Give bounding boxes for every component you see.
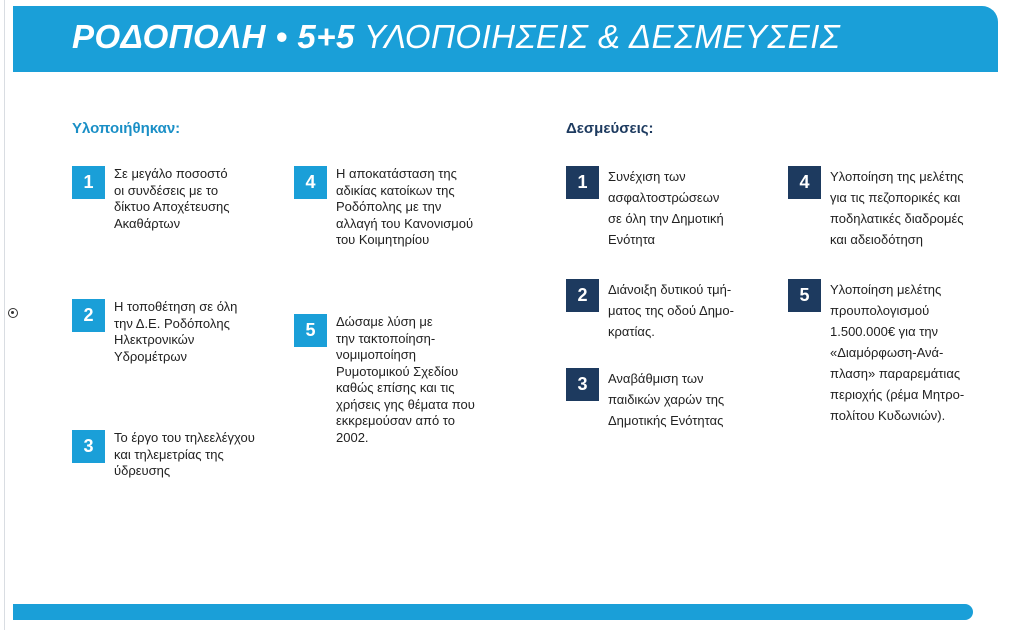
item-text: Διάνοιξη δυτικού τμή- ματος της οδού Δημο- κρατίας. xyxy=(608,282,734,339)
number-badge: 5 xyxy=(294,314,327,347)
item-text: Αναβάθμιση των παιδικών χαρών της Δημοτικής Ενότητας xyxy=(608,371,725,428)
number-badge: 1 xyxy=(566,166,599,199)
number-badge: 4 xyxy=(294,166,327,199)
item-text: Υλοποίηση της μελέτης για τις πεζοπορικές και ποδηλατικές διαδρομές και αδειοδότηση xyxy=(830,169,964,247)
item-text: Σε μεγάλο ποσοστό οι συνδέσεις με το δίκτυο Αποχέτευσης Ακαθάρτων xyxy=(114,166,230,231)
page-title-regular: ΥΛΟΠΟΙΗΣΕΙΣ & ΔΕΣΜΕΥΣΕΙΣ xyxy=(363,18,841,55)
target-marker-icon xyxy=(8,308,18,318)
item-text: Υλοποίηση μελέτης προυπολογισμού 1.500.000€ για την «Διαμόρφωση-Ανά- πλαση» παραρεμάτιας περιοχής (ρέμα Μητρο- πολίτου Κυδωνιών). xyxy=(830,282,965,423)
number-badge: 2 xyxy=(72,299,105,332)
number-badge: 4 xyxy=(788,166,821,199)
page-edge-line xyxy=(4,0,5,630)
item-text: Δώσαμε λύση με την τακτοποίηση- νομιμοποίηση Ρυμοτομικού Σχεδίου καθώς επίσης και τις χρήσεις γης θέματα που εκκρεμούσαν από το 2002. xyxy=(336,314,475,445)
number-badge: 2 xyxy=(566,279,599,312)
number-badge: 3 xyxy=(72,430,105,463)
number-badge: 3 xyxy=(566,368,599,401)
implemented-title: Υλοποιήθηκαν: xyxy=(72,120,181,137)
item-text: Συνέχιση των ασφαλτοστρώσεων σε όλη την Δημοτική Ενότητα xyxy=(608,169,724,247)
number-badge: 1 xyxy=(72,166,105,199)
number-badge: 5 xyxy=(788,279,821,312)
commitments-title: Δεσμεύσεις: xyxy=(566,120,654,137)
footer-bar xyxy=(13,604,973,620)
item-text: Η τοποθέτηση σε όλη την Δ.Ε. Ροδόπολης Ηλεκτρονικών Υδρομέτρων xyxy=(114,299,238,364)
page-title xyxy=(72,18,840,56)
item-text: Η αποκατάσταση της αδικίας κατοίκων της Ροδόπολης με την αλλαγή του Κανονισμού του Κοιμητηρίου xyxy=(336,166,474,247)
item-text: Το έργο του τηλεελέγχου και τηλεμετρίας της ύδρευσης xyxy=(114,430,255,478)
page-title-bold: ΡΟΔΟΠΟΛΗ • 5+5 xyxy=(72,18,355,55)
